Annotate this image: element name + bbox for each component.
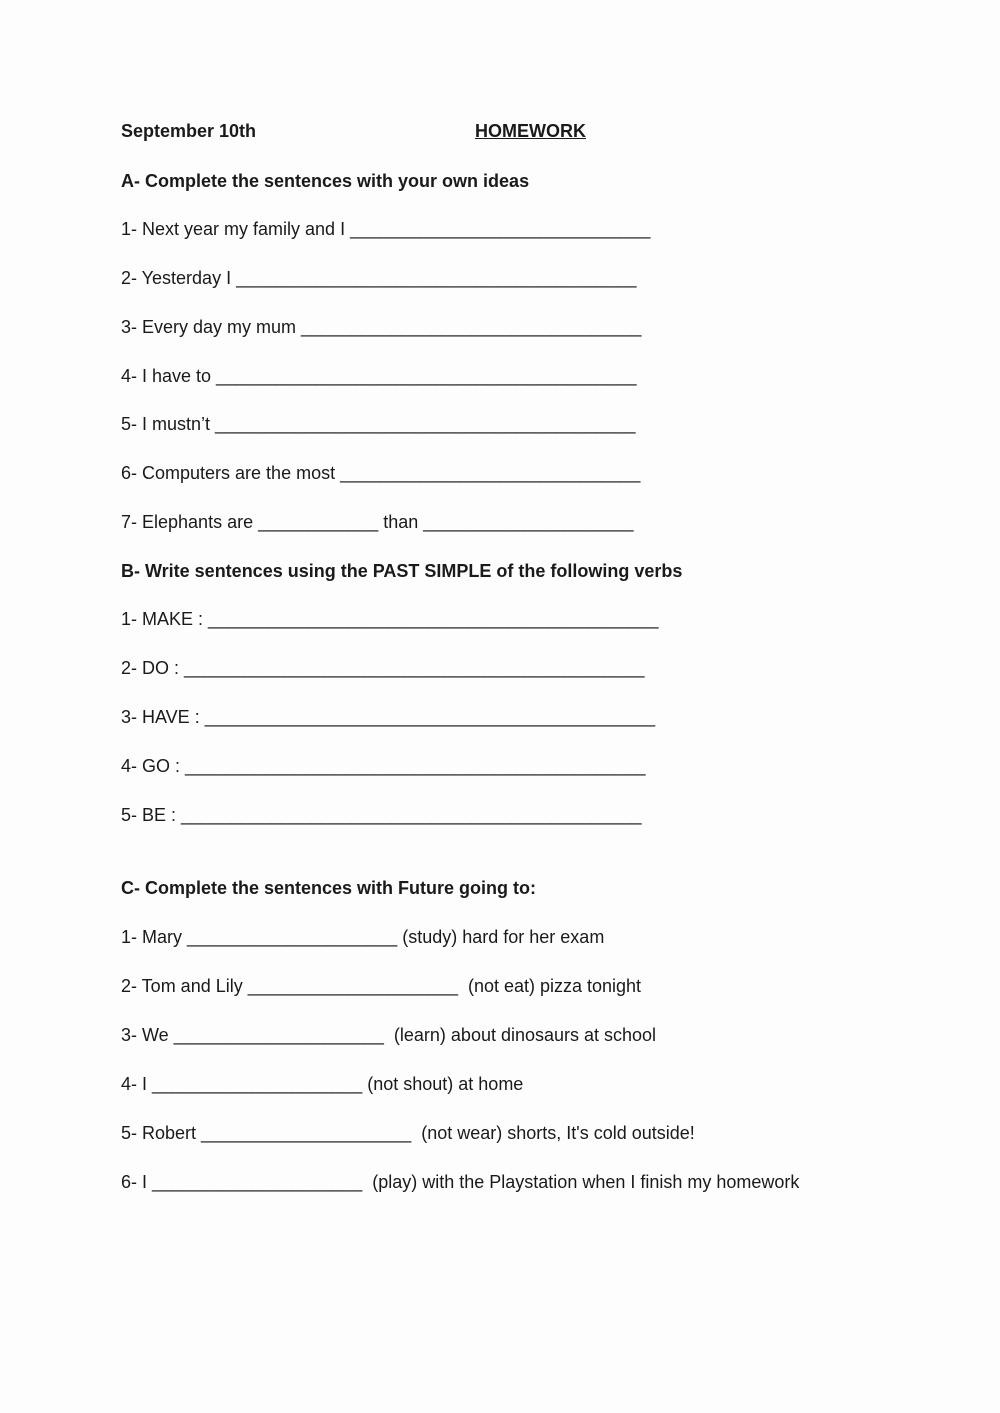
- section-c-heading: C- Complete the sentences with Future going to:: [121, 878, 537, 898]
- section-a-heading: A- Complete the sentences with your own ideas: [121, 171, 530, 191]
- section-c-item: 6- I _____________________ (play) with the Playstation when I finish my homework: [121, 1172, 800, 1192]
- page-title: HOMEWORK: [475, 121, 586, 141]
- section-a-item: 3- Every day my mum __________________________________: [121, 317, 642, 337]
- section-c-item: 2- Tom and Lily _____________________ (not eat) pizza tonight: [121, 976, 642, 996]
- section-a-item: 2- Yesterday I ________________________________________: [121, 268, 637, 288]
- section-a-item: 1- Next year my family and I ______________________________: [121, 219, 651, 239]
- section-a-item: 6- Computers are the most ______________________________: [121, 463, 641, 483]
- section-b-item: 5- BE : ______________________________________________: [121, 805, 642, 825]
- section-b-item: 4- GO : ______________________________________________: [121, 756, 646, 776]
- section-c-item: 3- We _____________________ (learn) about dinosaurs at school: [121, 1025, 657, 1045]
- section-c-item: 4- I _____________________ (not shout) at home: [121, 1074, 524, 1094]
- section-a-item: 7- Elephants are ____________ than _____________________: [121, 512, 634, 532]
- date-label: September 10th: [121, 121, 257, 141]
- section-b-item: 2- DO : ______________________________________________: [121, 658, 645, 678]
- section-b-item: 1- MAKE : _____________________________________________: [121, 609, 659, 629]
- section-c-item: 5- Robert _____________________ (not wear) shorts, It's cold outside!: [121, 1123, 695, 1143]
- section-b-heading: B- Write sentences using the PAST SIMPLE of the following verbs: [121, 561, 683, 581]
- section-a-item: 5- I mustn’t __________________________________________: [121, 414, 636, 434]
- section-c-item: 1- Mary _____________________ (study) hard for her exam: [121, 927, 605, 947]
- section-a-item: 4- I have to __________________________________________: [121, 366, 637, 386]
- section-b-item: 3- HAVE : _____________________________________________: [121, 707, 656, 727]
